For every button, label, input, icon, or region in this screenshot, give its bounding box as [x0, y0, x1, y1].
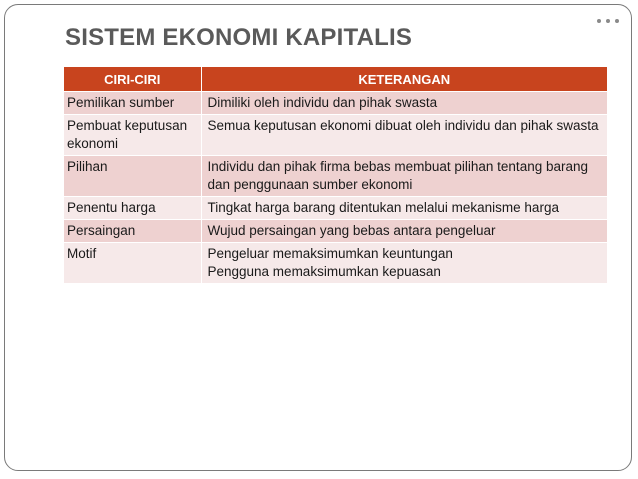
dot-icon	[615, 19, 619, 23]
corner-dots-decoration	[597, 19, 619, 23]
cell-ciri: Pilihan	[64, 156, 201, 197]
table-row	[64, 92, 607, 115]
table-header-row	[64, 67, 607, 92]
characteristics-table	[64, 67, 607, 283]
cell-ciri: Motif	[64, 243, 201, 284]
cell-ciri: Pemilikan sumber	[64, 92, 201, 115]
keterangan-line: Pengeluar memaksimumkan keuntungan	[207, 246, 453, 261]
cell-ciri: Penentu harga	[64, 197, 201, 220]
keterangan-line: Wujud persaingan yang bebas antara pengeluar	[207, 223, 496, 238]
slide-title: SISTEM EKONOMI KAPITALIS	[65, 24, 413, 51]
table-row	[64, 197, 607, 220]
table-row	[64, 243, 607, 284]
header-ciri-ciri: CIRI-CIRI	[64, 67, 201, 92]
table-row	[64, 220, 607, 243]
keterangan-line: Individu dan pihak firma bebas membuat pilihan tentang barang dan penggunaan sumber ekonomi	[207, 159, 588, 192]
cell-ciri: Pembuat keputusan ekonomi	[64, 115, 201, 156]
keterangan-line: Tingkat harga barang ditentukan melalui mekanisme harga	[207, 200, 559, 215]
cell-keterangan	[201, 243, 607, 284]
cell-keterangan	[201, 197, 607, 220]
dot-icon	[597, 19, 601, 23]
cell-keterangan	[201, 92, 607, 115]
header-keterangan: KETERANGAN	[201, 67, 607, 92]
cell-ciri: Persaingan	[64, 220, 201, 243]
dot-icon	[606, 19, 610, 23]
cell-keterangan	[201, 220, 607, 243]
keterangan-line: Semua keputusan ekonomi dibuat oleh individu dan pihak swasta	[207, 118, 599, 133]
cell-keterangan	[201, 115, 607, 156]
table-row	[64, 156, 607, 197]
table-row	[64, 115, 607, 156]
cell-keterangan	[201, 156, 607, 197]
keterangan-line: Dimiliki oleh individu dan pihak swasta	[207, 95, 438, 110]
keterangan-line: Pengguna memaksimumkan kepuasan	[207, 264, 441, 279]
